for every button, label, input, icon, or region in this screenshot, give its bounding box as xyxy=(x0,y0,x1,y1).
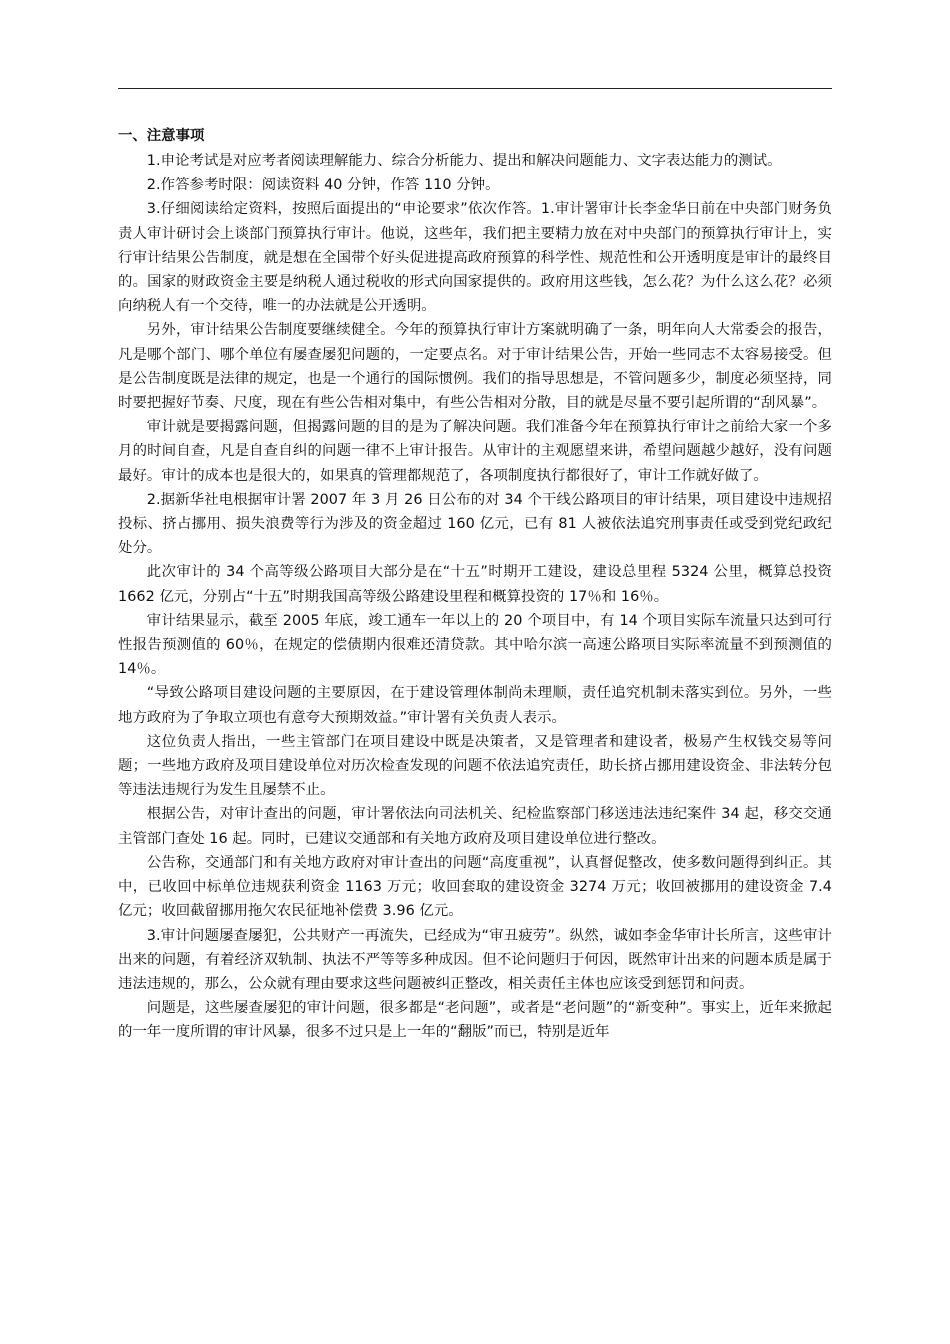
document-page xyxy=(118,0,832,1344)
paragraph: “导致公路项目建设问题的主要原因，在于建设管理体制尚未理顺，责任追究机制未落实到位。另外，一些地方政府为了争取立项也有意夸大预期效益。”审计署有关负责人表示。 xyxy=(118,685,832,726)
paragraph: 审计结果显示，截至 2005 年底，竣工通车一年以上的 20 个项目中，有 14 个项目实际车流量只达到可行性报告预测值的 60％，在规定的偿债期内很难还清贷款。其中哈尔滨一高速公路项目实际率流量不到预测值的 14％。 xyxy=(118,612,832,678)
paragraph: 公告称，交通部门和有关地方政府对审计查出的问题“高度重视”，认真督促整改，使多数问题得到纠正。其中，已收回中标单位违规获利资金 1163 万元；收回套取的建设资金 3274 万元；收回被挪用的建设资金 7.4 亿元；收回截留挪用拖欠农民征地补偿费 3.96 亿元。 xyxy=(118,854,832,920)
header-rule xyxy=(118,88,832,89)
section-heading: 一、注意事项 xyxy=(118,128,205,144)
paragraph: 2.据新华社电根据审计署 2007 年 3 月 26 日公布的对 34 个干线公路项目的审计结果，项目建设中违规招投标、挤占挪用、损失浪费等行为涉及的资金超过 160 亿元，已有 81 人被依法追究刑事责任或受到党纪政纪处分。 xyxy=(118,491,832,557)
paragraph: 问题是，这些屡查屡犯的审计问题，很多都是“老问题”，或者是“老问题”的“新变种”。事实上，近年来掀起的一年一度所谓的审计风暴，很多不过只是上一年的“翻版”而已，特别是近年 xyxy=(118,1000,832,1041)
paragraph: 此次审计的 34 个高等级公路项目大部分是在“十五”时期开工建设，建设总里程 5324 公里，概算总投资 1662 亿元，分别占“十五”时期我国高等级公路建设里程和概算投资的 17％和 16％。 xyxy=(118,564,832,605)
paragraph: 这位负责人指出，一些主管部门在项目建设中既是决策者，又是管理者和建设者，极易产生权钱交易等问题；一些地方政府及项目建设单位对历次检查发现的问题不依法追究责任，助长挤占挪用建设资金、非法转分包等违法违规行为发生且屡禁不止。 xyxy=(118,733,832,799)
paragraph: 审计就是要揭露问题，但揭露问题的目的是为了解决问题。我们准备今年在预算执行审计之前给大家一个多月的时间自查，凡是自查自纠的问题一律不上审计报告。从审计的主观愿望来讲，希望问题越少越好，没有问题最好。审计的成本也是很大的，如果真的管理都规范了，各项制度执行都很好了，审计工作就好做了。 xyxy=(118,419,832,484)
paragraph: 根据公告，对审计查出的问题，审计署依法向司法机关、纪检监察部门移送违法违纪案件 34 起，移交交通主管部门查处 16 起。同时，已建议交通部和有关地方政府及项目建设单位进行整改。 xyxy=(118,806,832,847)
paragraph: 2.作答参考时限：阅读资料 40 分钟，作答 110 分钟。 xyxy=(146,177,500,194)
document-body xyxy=(118,124,832,1045)
paragraph: 1.申论考试是对应考者阅读理解能力、综合分析能力、提出和解决问题能力、文字表达能力的测试。 xyxy=(146,153,782,169)
paragraph: 3.审计问题屡查屡犯，公共财产一再流失，已经成为“审丑疲劳”。纵然，诚如李金华审计长所言，这些审计出来的问题，有着经济双轨制、执法不严等等多种成因。但不论问题归于何因，既然审计出来的问题本质是属于违法违规的，那么，公众就有理由要求这些问题被纠正整改，相关责任主体也应该受到惩罚和问责。 xyxy=(118,927,832,992)
paragraph: 另外，审计结果公告制度要继续健全。今年的预算执行审计方案就明确了一条，明年向人大常委会的报告，凡是哪个部门、哪个单位有屡查屡犯问题的，一定要点名。对于审计结果公告，开始一些同志不太容易接受。但是公告制度既是法律的规定，也是一个通行的国际惯例。我们的指导思想是，不管问题多少，制度必须坚持，同时要把握好节奏、尺度，现在有些公告相对集中，有些公告相对分散，目的就是尽量不要引起所谓的“刮风暴”。 xyxy=(118,322,832,412)
paragraph: 3.仔细阅读给定资料，按照后面提出的“申论要求”依次作答。1.审计署审计长李金华日前在中央部门财务负责人审计研讨会上谈部门预算执行审计。他说，这些年，我们把主要精力放在对中央部门的预算执行审计上，实行审计结果公告制度，就是想在全国带个好头促进提高政府预算的科学性、规范性和公开透明度是审计的最终目的。国家的财政资金主要是纳税人通过税收的形式向国家提供的。政府用这些钱，怎么花？为什么这么花？必须向纳税人有一个交待，唯一的办法就是公开透明。 xyxy=(118,201,832,315)
